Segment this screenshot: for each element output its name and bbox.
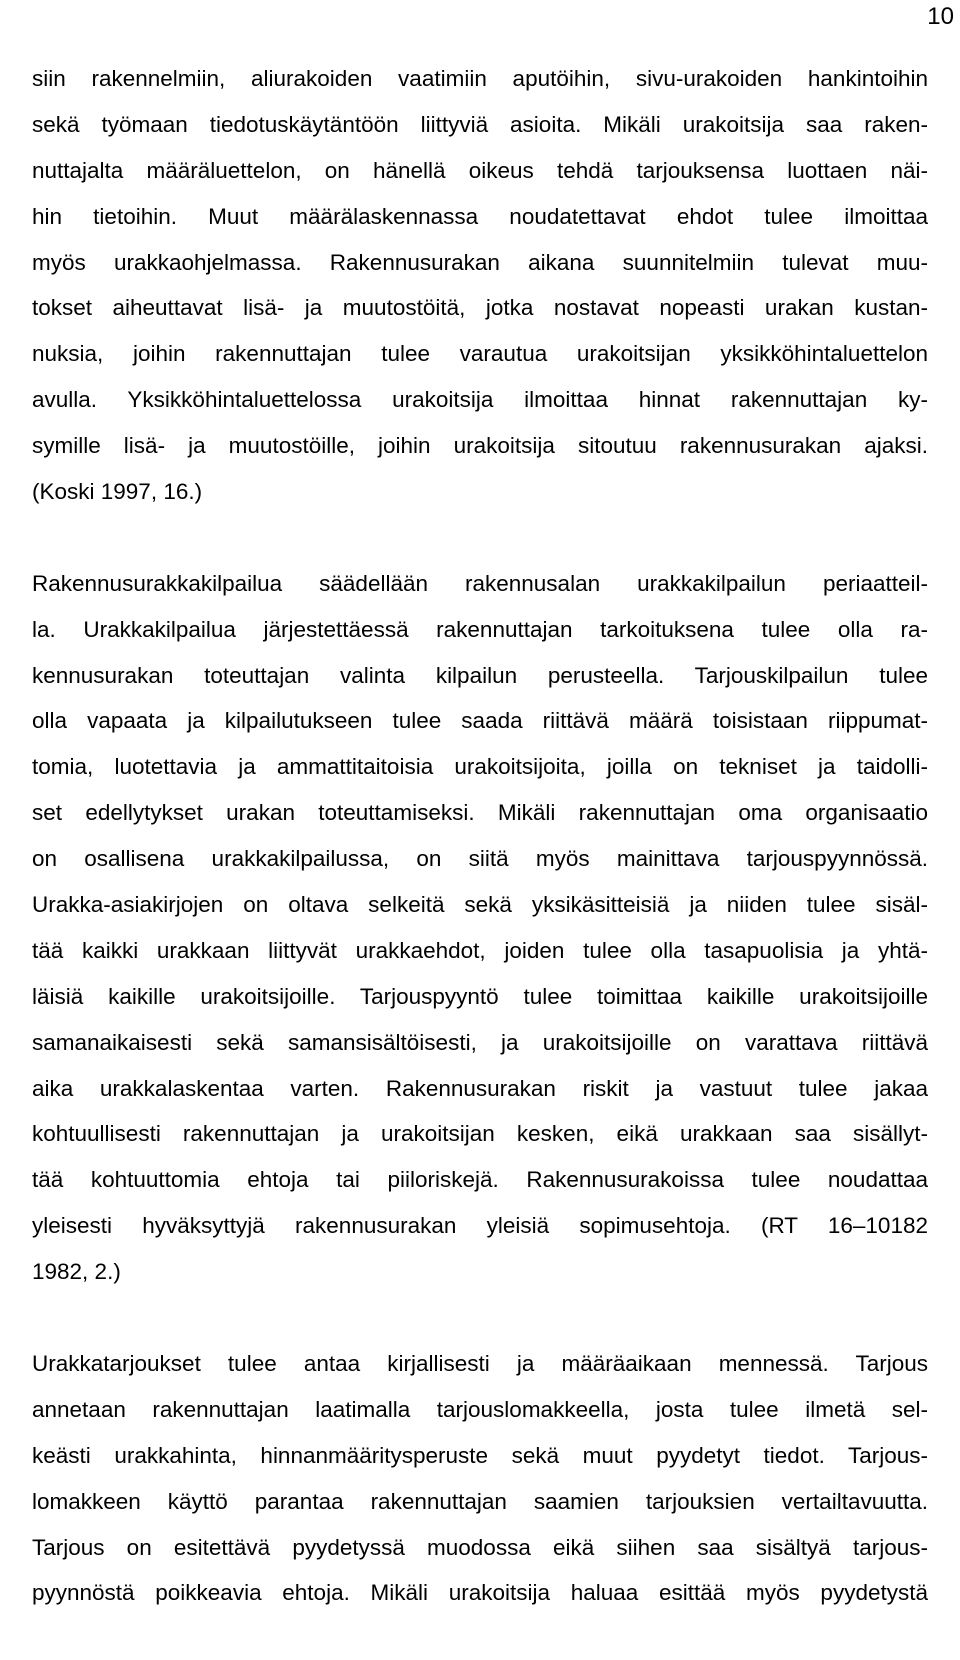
text-line: symille lisä- ja muutostöille, joihin urakoitsija sitoutuu rakennusurakan ajaksi. — [32, 433, 928, 459]
text-line: kohtuullisesti rakennuttajan ja urakoitsijan kesken, eikä urakkaan saa sisällyt- — [32, 1121, 928, 1147]
text-line: tomia, luotettavia ja ammattitaitoisia urakoitsijoita, joilla on tekniset ja taidolli- — [32, 754, 928, 780]
text-line: pyynnöstä poikkeavia ehtoja. Mikäli urakoitsija haluaa esittää myös pyydetystä — [32, 1580, 928, 1606]
text-line: on osallisena urakkakilpailussa, on siitä myös mainittava tarjouspyynnössä. — [32, 846, 928, 872]
text-line: aika urakkalaskentaa varten. Rakennusurakan riskit ja vastuut tulee jakaa — [32, 1075, 928, 1101]
text-line: olla vapaata ja kilpailutukseen tulee saada riittävä määrä toisistaan riippumat- — [32, 708, 928, 734]
text-line: kennusurakan toteuttajan valinta kilpailun perusteella. Tarjouskilpailun tulee — [32, 662, 928, 688]
text-line: tokset aiheuttavat lisä- ja muutostöitä, jotka nostavat nopeasti urakan kustan- — [32, 295, 928, 321]
text-line: samanaikaisesti sekä samansisältöisesti, ja urakoitsijoille on varattava riittävä — [32, 1029, 928, 1055]
text-line: Rakennusurakkakilpailua säädellään rakennusalan urakkakilpailun periaatteil- — [32, 570, 928, 596]
text-line: avulla. Yksikköhintaluettelossa urakoitsija ilmoittaa hinnat rakennuttajan ky- — [32, 387, 928, 413]
text-line: nuttajalta määräluettelon, on hänellä oikeus tehdä tarjouksensa luottaen näi- — [32, 157, 928, 183]
text-line: sekä työmaan tiedotuskäytäntöön liittyviä asioita. Mikäli urakoitsija saa raken- — [32, 111, 928, 137]
text-line: tää kaikki urakkaan liittyvät urakkaehdot, joiden tulee olla tasapuolisia ja yhtä- — [32, 937, 928, 963]
paragraph — [32, 56, 928, 515]
paragraph — [32, 561, 928, 1295]
text-line: hin tietoihin. Muut määrälaskennassa noudatettavat ehdot tulee ilmoittaa — [32, 203, 928, 229]
text-line: yleisesti hyväksyttyjä rakennusurakan yleisiä sopimusehtoja. (RT 16–10182 — [32, 1213, 928, 1239]
text-line: Tarjous on esitettävä pyydetyssä muodossa eikä siihen saa sisältyä tarjous- — [32, 1534, 928, 1560]
text-line: Urakkatarjoukset tulee antaa kirjallisesti ja määräaikaan mennessä. Tarjous — [32, 1350, 928, 1376]
paragraph-gap — [32, 1295, 928, 1341]
text-line: keästi urakkahinta, hinnanmääritysperuste sekä muut pyydetyt tiedot. Tarjous- — [32, 1442, 928, 1468]
document-body — [32, 56, 928, 1616]
paragraph-gap — [32, 515, 928, 561]
text-line: myös urakkaohjelmassa. Rakennusurakan aikana suunnitelmiin tulevat muu- — [32, 249, 928, 275]
page-number: 10 — [927, 3, 954, 30]
text-line: set edellytykset urakan toteuttamiseksi. Mikäli rakennuttajan oma organisaatio — [32, 800, 928, 826]
text-line: la. Urakkakilpailua järjestettäessä rakennuttajan tarkoituksena tulee olla ra- — [32, 616, 928, 642]
text-line: tää kohtuuttomia ehtoja tai piiloriskejä. Rakennusurakoissa tulee noudattaa — [32, 1167, 928, 1193]
text-line: Urakka-asiakirjojen on oltava selkeitä sekä yksikäsitteisiä ja niiden tulee sisäl- — [32, 892, 928, 918]
text-line: 1982, 2.) — [32, 1259, 121, 1285]
text-line: annetaan rakennuttajan laatimalla tarjouslomakkeella, josta tulee ilmetä sel- — [32, 1396, 928, 1422]
text-line: (Koski 1997, 16.) — [32, 479, 203, 505]
text-line: läisiä kaikille urakoitsijoille. Tarjouspyyntö tulee toimittaa kaikille urakoitsijoille — [32, 983, 928, 1009]
text-line: siin rakennelmiin, aliurakoiden vaatimiin aputöihin, sivu-urakoiden hankintoihin — [32, 66, 928, 91]
text-line: nuksia, joihin rakennuttajan tulee varautua urakoitsijan yksikköhintaluettelon — [32, 341, 928, 367]
text-line: lomakkeen käyttö parantaa rakennuttajan saamien tarjouksien vertailtavuutta. — [32, 1488, 928, 1514]
paragraph — [32, 1341, 928, 1616]
